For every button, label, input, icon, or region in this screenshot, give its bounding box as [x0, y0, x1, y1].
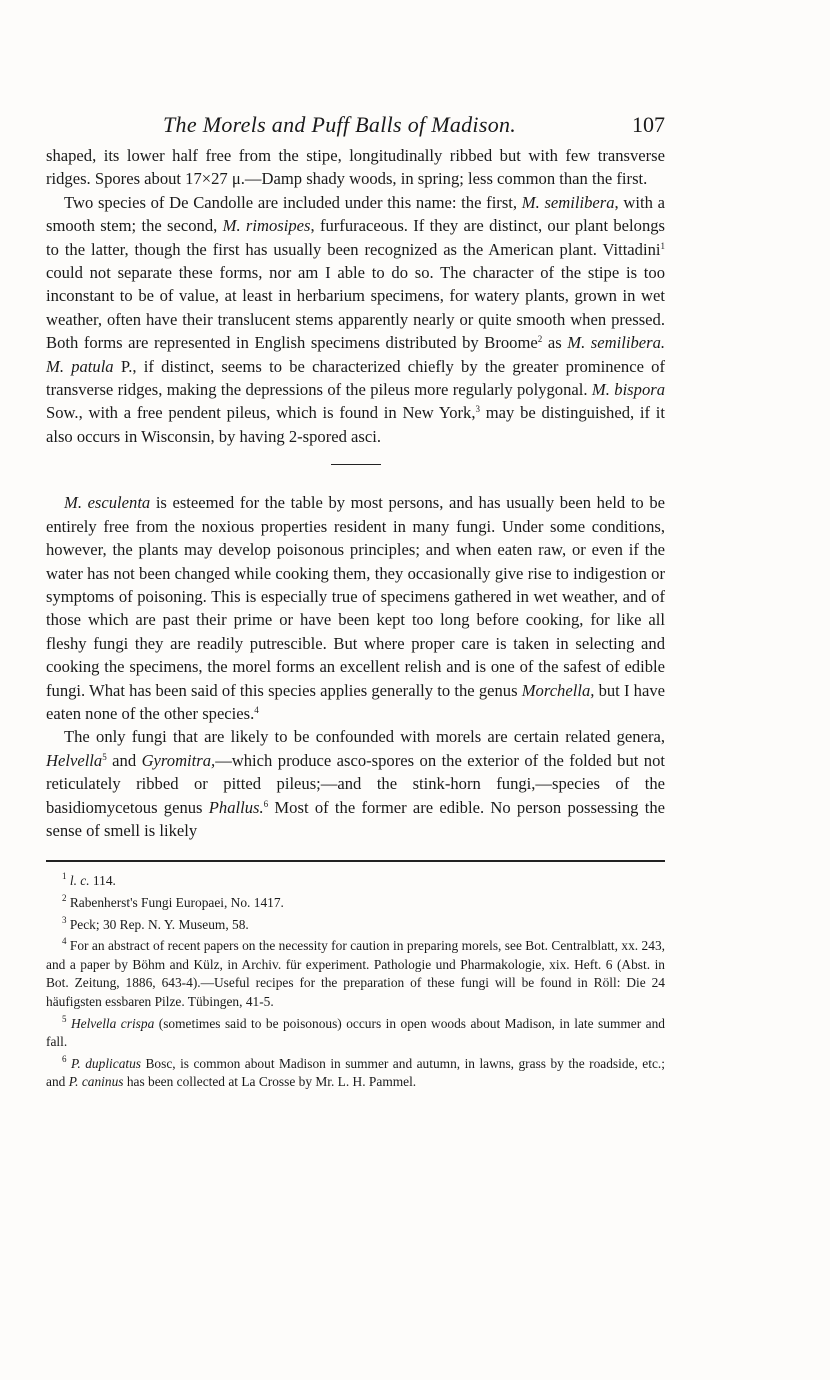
text-run: For an abstract of recent papers on the necessity for caution in preparing morels, see Bot. Centralblatt, xx. 243, and a paper by Böhm and Külz, in Archiv. für experiment. Pathologie und Pharmakologie, xix. Heft. 6 (Abst. in Bot. Zeitung, 1886, 643-4).—Useful recipes for the preparation of these fungi will be found in Röll: Die 24 häufigsten essbaren Pilze. Tübingen, 41-5.: [46, 938, 665, 1009]
footnote: [46, 937, 665, 1011]
footnote-ref: 4: [254, 704, 259, 715]
text-run: Two species of De Candolle are included under this name: the first,: [64, 192, 522, 212]
text-run: —which produce asco-spores on the exterior of the folded but not reticulately ribbed or pitted pileus;—and the stink-horn fungi,—species of the basidiomycetous genus: [46, 750, 665, 817]
footnote-ref: 4: [62, 936, 67, 947]
page-header: [46, 110, 665, 144]
footnote-divider: [46, 860, 665, 862]
text-run: , with a smooth stem; the second,: [46, 192, 665, 236]
text-run: Bosc, is common about Madison in summer and autumn, in lawns, grass by the roadside, etc.; and: [46, 1055, 665, 1090]
footnote-ref: 2: [537, 334, 543, 345]
italic-text: P. duplicatus: [70, 1055, 142, 1071]
italic-text: l. c.: [69, 873, 90, 889]
text-run: has been collected at La Crosse by Mr. L. H. Pammel.: [123, 1074, 417, 1090]
italic-text: M. rimosipes: [222, 216, 311, 236]
text-run: Rabenherst's Fungi Europaei, No. 1417.: [66, 894, 284, 910]
footnote-ref: 6: [263, 798, 269, 809]
text-run: (sometimes said to be poisonous) occurs in open woods about Madison, in late summer and fall.: [46, 1015, 665, 1050]
footnote-ref: 6: [62, 1053, 67, 1064]
page-number: 107: [632, 112, 665, 137]
footnote-ref: 3: [62, 914, 67, 925]
text-run: Sow., with a free pendent pileus, which is found in New York,: [46, 403, 476, 423]
footnote-ref: 1: [660, 240, 665, 251]
footnote-ref: 1: [62, 871, 67, 882]
footnote-ref: 3: [475, 404, 480, 415]
italic-text: Morchella,: [521, 680, 595, 700]
body-text: [46, 144, 665, 842]
paragraph: [46, 725, 665, 842]
italic-text: Helvella crispa: [70, 1015, 155, 1031]
text-run: is esteemed for the table by most persons, and has usually been held to be entirely free from the noxious properties resident in many fungi. Under some conditions, however, the plants may develop poisonous principles; and when eaten raw, or even if the water has not been changed while cooking them, they occasionally give rise to indigestion or symptoms of poisoning. This is especially true of specimens gathered in wet weather, and of those which are past their prime or have been kept too long before cooking, for like all fleshy fungi they are readily putrescible. But where proper care is taken in selecting and cooking the specimens, the morel forms an excellent relish and is one of the safest of edible fungi. What has been said of this species applies generally to the genus: [46, 493, 665, 700]
footnote: [46, 872, 665, 891]
text-run: as: [542, 333, 568, 353]
text-run: shaped, its lower half free from the stipe, longitudinally ribbed but with few transverse ridges. Spores about 17×27 μ.—Damp shady woods, in spring; less common than the first.: [46, 146, 665, 189]
italic-text: M. esculenta: [64, 493, 151, 513]
text-run: Most of the former are edible. No person possessing the sense of smell is likely: [46, 797, 665, 840]
italic-text: Phallus.: [208, 797, 264, 817]
text-run: could not separate these forms, nor am I able to do so. The character of the stipe is too inconstant to be of value, at least in herbarium specimens, for watery plants, grown in wet weather, often have their translucent stems apparently nearly or quite smooth when pressed. Both forms are represented in English specimens distributed by Broome: [46, 263, 665, 353]
text-run: The only fungi that are likely to be confounded with morels are certain related genera,: [64, 727, 665, 747]
footnote: [46, 1015, 665, 1052]
section-divider: [331, 464, 381, 465]
footnote: [46, 1055, 665, 1092]
text-run: P., if distinct, seems to be characterized chiefly by the greater prominence of transverse ridges, making the depressions of the pileus more regularly polygonal.: [46, 356, 665, 400]
page: [46, 110, 665, 1095]
text-run: Peck; 30 Rep. N. Y. Museum, 58.: [66, 916, 249, 932]
text-run: , furfuraceous. If they are distinct, our plant belongs to the latter, though the first has usually been recognized as the American plant. Vittadini: [46, 216, 666, 259]
text-run: may be distinguished, if it also occurs in Wisconsin, by having 2-spored asci.: [46, 403, 665, 446]
footnote-ref: 2: [62, 892, 67, 903]
text-run: but I have eaten none of the other species.: [46, 680, 665, 723]
italic-text: M. patula: [46, 356, 114, 376]
italic-text: M. semilibera.: [567, 333, 666, 353]
italic-text: Helvella: [46, 750, 103, 770]
footnote-ref: 5: [102, 751, 107, 762]
running-title: The Morels and Puff Balls of Madison.: [163, 112, 517, 137]
footnote: [46, 916, 665, 935]
footnote: [46, 894, 665, 913]
paragraph: [46, 191, 665, 448]
text-run: 114.: [89, 873, 116, 889]
italic-text: M. semilibera: [521, 192, 615, 212]
footnotes: [46, 872, 665, 1092]
paragraph: [46, 491, 665, 725]
paragraph: [46, 144, 665, 191]
footnote-ref: 5: [62, 1013, 67, 1024]
italic-text: M. bispora: [591, 380, 665, 400]
italic-text: Gyromitra,: [141, 750, 216, 770]
text-run: and: [106, 750, 142, 770]
italic-text: P. caninus: [68, 1074, 124, 1090]
